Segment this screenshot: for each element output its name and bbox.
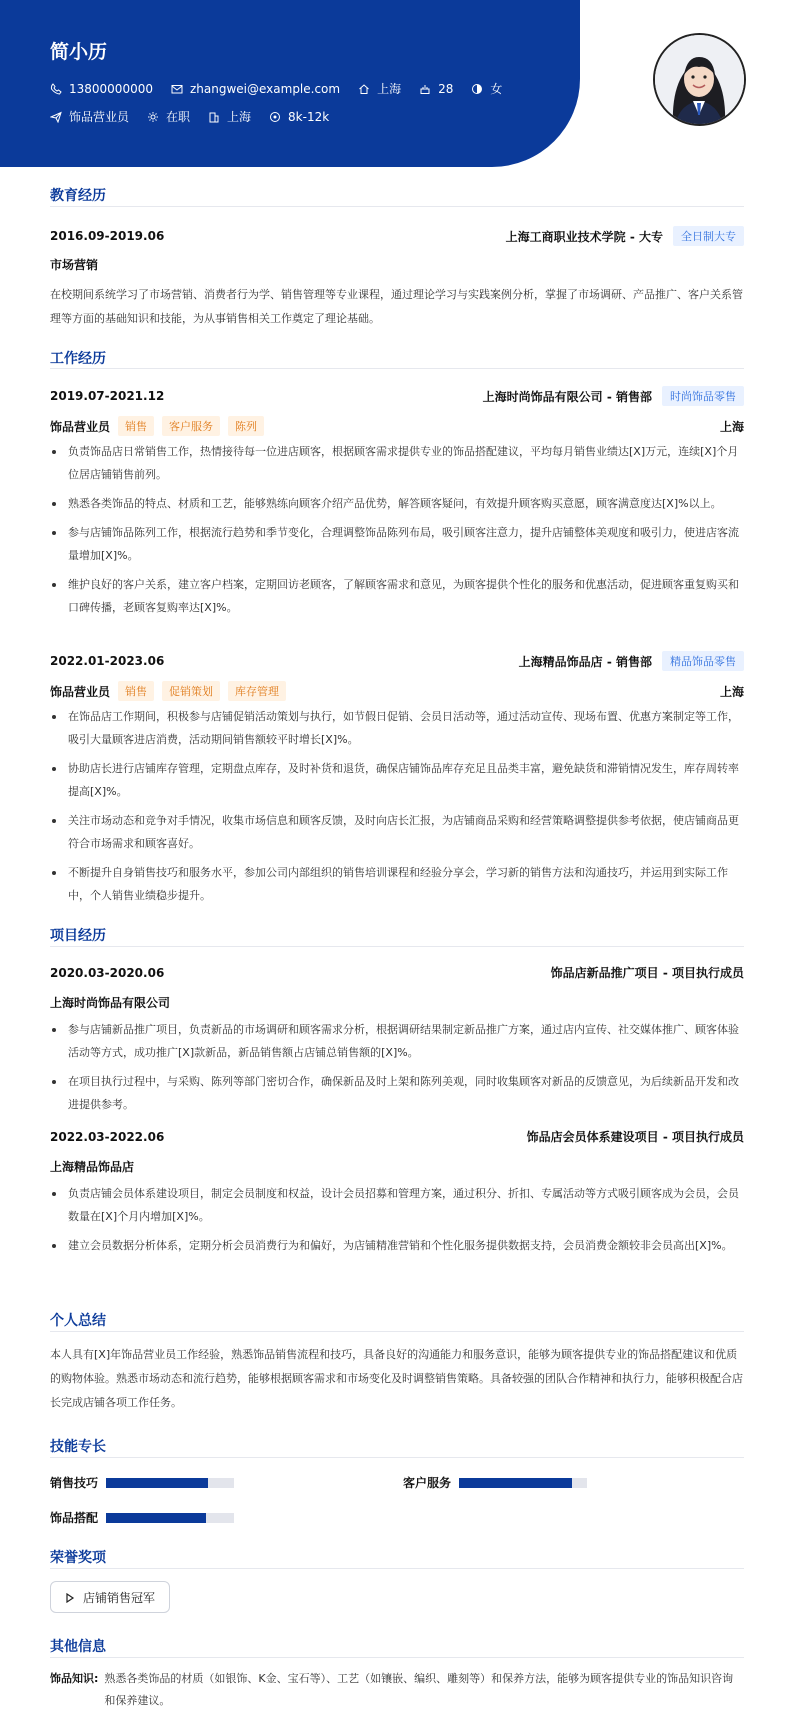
job-title-item [50, 108, 129, 125]
work-1-tag: 销售 [118, 416, 154, 436]
skill-name: 饰品搭配 [50, 1511, 99, 1525]
work-1-position-row [50, 416, 744, 436]
gear-icon [147, 111, 159, 123]
summary-section-title: 个人总结 [50, 1313, 106, 1329]
home-icon [358, 83, 370, 95]
skill-level-fill [106, 1513, 206, 1523]
work-2-tag: 促销策划 [162, 681, 220, 701]
city-item [358, 80, 401, 97]
email-item [171, 82, 340, 96]
skill-item [50, 1474, 234, 1491]
project-1-bullets [50, 1018, 744, 1122]
section-divider [50, 368, 744, 369]
contact-row [50, 80, 520, 97]
phone-item [50, 82, 153, 96]
work-2-position-row [50, 681, 744, 701]
list-item: 建立会员数据分析体系，定期分析会员消费行为和偏好，为店铺精准营销和个性化服务提供数据支持，会员消费金额较非会员高出[X]%。 [50, 1234, 744, 1257]
play-icon [65, 1592, 75, 1602]
summary-text: 本人具有[X]年饰品营业员工作经验，熟悉饰品销售流程和技巧，具备良好的沟通能力和服务意识，能够为顾客提供专业的饰品搭配建议和优质的购物体验。熟悉市场动态和流行趋势，能够根据顾客需求和市场变化及时调整销售策略。具备较强的团队合作精神和执行力，能够积极配合店长完成店铺各项工作任务。 [50, 1348, 743, 1409]
skill-name: 客户服务 [403, 1476, 452, 1490]
other-section-title: 其他信息 [50, 1639, 106, 1655]
project-1-company: 上海时尚饰品有限公司 [50, 996, 171, 1010]
job-title-text: 饰品营业员 [69, 110, 130, 124]
list-item: 在饰品店工作期间，积极参与店铺促销活动策划与执行，如节假日促销、会员日活动等，通过活动宣传、现场布置、优惠方案制定等工作，吸引大量顾客进店消费，活动期间销售额较平时增长[X]%。 [50, 705, 744, 751]
work-2-position: 饰品营业员 [50, 684, 111, 699]
target-city-item [208, 108, 251, 125]
age-item [419, 82, 453, 96]
status-text: 在职 [166, 110, 191, 124]
skill-level-bar [459, 1478, 587, 1488]
work-1-header-row [50, 386, 744, 406]
gender-text: 女 [490, 82, 503, 96]
skill-level-bar [106, 1478, 234, 1488]
work-2-bullets [50, 705, 744, 913]
candidate-name: 简小历 [50, 41, 108, 63]
skill-level-fill [459, 1478, 572, 1488]
project-1-period: 2020.03-2020.06 [50, 965, 165, 980]
gender-icon [471, 83, 483, 95]
skills-section-title: 技能专长 [50, 1439, 106, 1455]
phone-icon [50, 83, 62, 95]
work-2-header-row [50, 651, 744, 671]
list-item: 参与店铺新品推广项目，负责新品的市场调研和顾客需求分析，根据调研结果制定新品推广方案，通过店内宣传、社交媒体推广、顾客体验活动等方式，成功推广[X]款新品，新品销售额占店铺总销售额的[X]%。 [50, 1018, 744, 1064]
status-item [147, 108, 190, 125]
project-2-header-row [50, 1128, 744, 1145]
list-item: 负责饰品店日常销售工作，热情接待每一位进店顾客，根据顾客需求提供专业的饰品搭配建议，平均每月销售业绩达[X]万元，连续[X]个月位居店铺销售前列。 [50, 440, 744, 486]
education-header-row [50, 226, 744, 246]
work-1-company-group [483, 386, 744, 406]
cake-icon [419, 83, 431, 95]
list-item: 协助店长进行店铺库存管理，定期盘点库存，及时补货和退货，确保店铺饰品库存充足且品类丰富，避免缺货和滞销情况发生，库存周转率提高[X]%。 [50, 757, 744, 803]
phone-text: 13800000000 [69, 81, 153, 96]
work-section-title: 工作经历 [50, 351, 106, 367]
education-major: 市场营销 [50, 258, 99, 272]
work-1-location: 上海 [719, 419, 744, 434]
project-2-name-role: 饰品店会员体系建设项目 - 项目执行成员 [526, 1130, 744, 1144]
project-1-name-role: 饰品店新品推广项目 - 项目执行成员 [550, 966, 744, 980]
project-2-company-row [50, 1158, 744, 1175]
project-2-period: 2022.03-2022.06 [50, 1129, 165, 1144]
work-1-bullets [50, 440, 744, 625]
list-item: 负责店铺会员体系建设项目，制定会员制度和权益，设计会员招募和管理方案，通过积分、折扣、专属活动等方式吸引顾客成为会员，会员数量在[X]个月内增加[X]%。 [50, 1182, 744, 1228]
list-item: 不断提升自身销售技巧和服务水平，参加公司内部组织的销售培训课程和经验分享会，学习新的销售方法和沟通技巧，并运用到实际工作中，个人销售业绩稳步提升。 [50, 861, 744, 907]
education-school: 上海工商职业技术学院 - 大专 [505, 229, 663, 244]
education-type-badge: 全日制大专 [673, 226, 744, 246]
work-1-tag: 客户服务 [162, 416, 220, 436]
work-1-period: 2019.07-2021.12 [50, 389, 165, 403]
education-school-group [506, 226, 744, 246]
salary-text: 8k-12k [288, 109, 330, 124]
projects-section-title: 项目经历 [50, 928, 106, 944]
email-icon [171, 83, 183, 95]
work-2-company: 上海精品饰品店 - 销售部 [518, 654, 652, 669]
gender-item [471, 80, 502, 97]
section-divider [50, 1568, 744, 1569]
work-1-company: 上海时尚饰品有限公司 - 销售部 [482, 389, 652, 404]
list-item: 参与店铺饰品陈列工作，根据流行趋势和季节变化，合理调整饰品陈列布局，吸引顾客注意力，提升店铺整体美观度和吸引力，使进店客流量增加[X]%。 [50, 521, 744, 567]
education-period: 2016.09-2019.06 [50, 229, 165, 243]
list-item: 关注市场动态和竞争对手情况，收集市场信息和顾客反馈，及时向店长汇报，为店铺商品采购和经营策略调整提供参考依据，使店铺商品更符合市场需求和顾客喜好。 [50, 809, 744, 855]
work-2-tag: 库存管理 [228, 681, 286, 701]
work-2-period: 2022.01-2023.06 [50, 654, 165, 668]
email-text: zhangwei@example.com [189, 81, 341, 96]
other-info-key: 饰品知识: [50, 1672, 99, 1685]
education-major-row [50, 256, 744, 273]
coin-icon [269, 111, 281, 123]
age-text: 28 [438, 81, 454, 96]
education-section-title: 教育经历 [50, 188, 106, 204]
section-divider [50, 1657, 744, 1658]
other-info-item [50, 1668, 744, 1712]
work-2-company-group [519, 651, 744, 671]
section-divider [50, 1457, 744, 1458]
skill-name: 销售技巧 [50, 1476, 99, 1490]
skill-item [403, 1474, 587, 1491]
honors-section-title: 荣誉奖项 [50, 1550, 106, 1566]
work-2-industry-badge: 精品饰品零售 [662, 651, 744, 671]
target-city-text: 上海 [227, 110, 252, 124]
building-icon [208, 111, 220, 123]
city-text: 上海 [377, 82, 402, 96]
send-icon [50, 111, 62, 123]
honor-label: 店铺销售冠军 [83, 1590, 156, 1605]
project-1-company-row [50, 994, 744, 1011]
education-description: 在校期间系统学习了市场营销、消费者行为学、销售管理等专业课程，通过理论学习与实践案例分析，掌握了市场调研、产品推广、客户关系管理等方面的基础知识和技能，为从事销售相关工作奠定了理论基础。 [50, 288, 743, 325]
work-2-location: 上海 [719, 684, 744, 699]
work-2-tag: 销售 [118, 681, 154, 701]
work-2-position-group [50, 681, 286, 701]
work-1-industry-badge: 时尚饰品零售 [662, 386, 744, 406]
work-1-tag: 陈列 [228, 416, 264, 436]
skill-level-bar [106, 1513, 234, 1523]
skill-item [50, 1509, 234, 1526]
resume-header [0, 0, 580, 167]
section-divider [50, 946, 744, 947]
other-info-value: 熟悉各类饰品的材质（如银饰、K金、宝石等）、工艺（如镶嵌、编织、雕刻等）和保养方法，能够为顾客提供专业的饰品知识咨询和保养建议。 [104, 1672, 734, 1707]
honor-badge [50, 1581, 170, 1613]
salary-item [269, 110, 329, 124]
skill-level-fill [106, 1478, 208, 1488]
list-item: 在项目执行过程中，与采购、陈列等部门密切合作，确保新品及时上架和陈列美观，同时收集顾客对新品的反馈意见，为后续新品开发和改进提供参考。 [50, 1070, 744, 1116]
job-row [50, 108, 347, 125]
project-2-bullets [50, 1182, 744, 1263]
section-divider [50, 206, 744, 207]
work-1-position: 饰品营业员 [50, 419, 111, 434]
work-1-position-group [50, 416, 264, 436]
section-divider [50, 1331, 744, 1332]
avatar [653, 33, 746, 126]
list-item: 熟悉各类饰品的特点、材质和工艺，能够熟练向顾客介绍产品优势，解答顾客疑问，有效提升顾客购买意愿，顾客满意度达[X]%以上。 [50, 492, 744, 515]
project-1-header-row [50, 964, 744, 981]
project-2-company: 上海精品饰品店 [50, 1160, 135, 1174]
list-item: 维护良好的客户关系，建立客户档案，定期回访老顾客，了解顾客需求和意见，为顾客提供个性化的服务和优惠活动，促进顾客重复购买和口碑传播，老顾客复购率达[X]%。 [50, 573, 744, 619]
